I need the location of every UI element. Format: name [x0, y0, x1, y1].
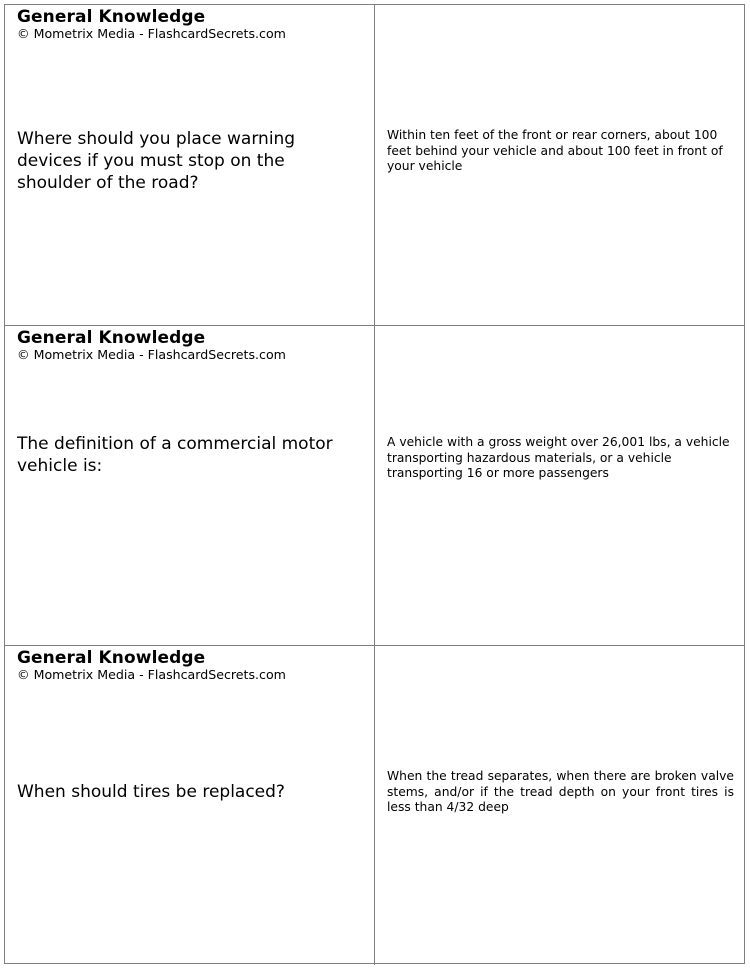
- category-heading: General Knowledge: [17, 328, 206, 348]
- question-text: The definition of a commercial motor vehicle is:: [17, 434, 333, 476]
- question-text: Where should you place warning devices if you must stop on the shoulder of the road?: [17, 129, 296, 193]
- answer-cell: [375, 646, 744, 965]
- answer-text: A vehicle with a gross weight over 26,001 lbs, a vehicle transporting hazardous materials, or a vehicle transporting 16 or more passengers: [387, 435, 730, 481]
- question-cell: [5, 5, 375, 325]
- answer-text: Within ten feet of the front or rear corners, about 100 feet behind your vehicle and about 100 feet in front of your vehicle: [387, 128, 723, 174]
- question-cell: [5, 326, 375, 645]
- question-text: When should tires be replaced?: [17, 782, 285, 802]
- question-cell: [5, 646, 375, 965]
- category-heading: General Knowledge: [17, 7, 206, 27]
- copyright-line: © Mometrix Media - FlashcardSecrets.com: [17, 347, 286, 362]
- flashcard-sheet: [4, 4, 745, 964]
- copyright-line: © Mometrix Media - FlashcardSecrets.com: [17, 667, 286, 682]
- answer-cell: [375, 326, 744, 645]
- flashcard-row: [5, 5, 744, 325]
- category-heading: General Knowledge: [17, 648, 206, 668]
- flashcard-row: [5, 325, 744, 645]
- answer-cell: [375, 5, 744, 325]
- flashcard-row: [5, 645, 744, 965]
- copyright-line: © Mometrix Media - FlashcardSecrets.com: [17, 26, 286, 41]
- answer-text: When the tread separates, when there are broken valve stems, and/or if the tread depth on your front tires is less than 4/32 deep: [387, 769, 734, 815]
